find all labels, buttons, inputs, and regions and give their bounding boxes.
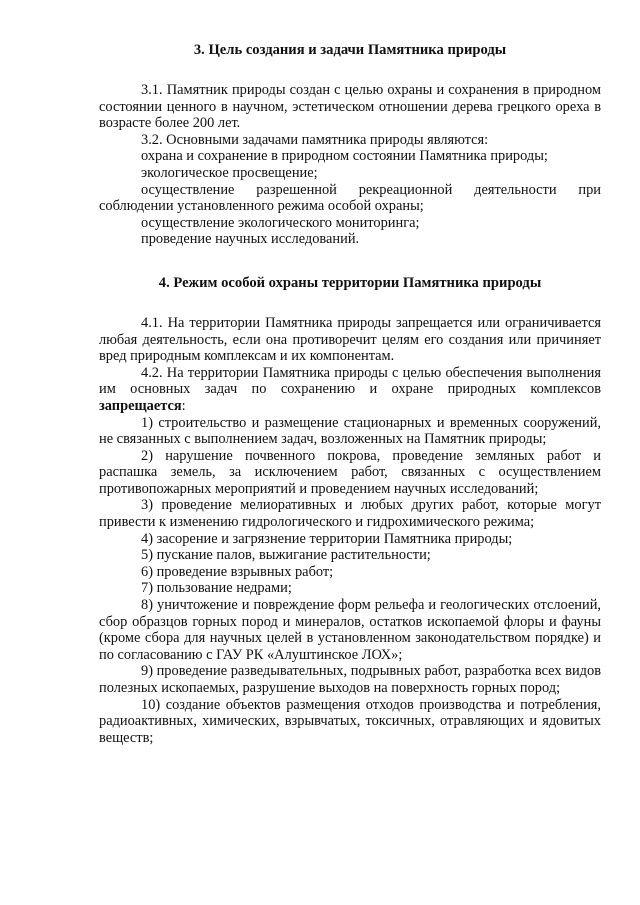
section-4-heading: 4. Режим особой охраны территории Памятника природы xyxy=(158,274,542,291)
prohibition-item: 1) строительство и размещение стационарных и временных сооружений, не связанных с выполнением задач, возложенных на Памятник природы; xyxy=(99,414,601,448)
paragraph-3-2: 3.2. Основными задачами памятника природы являются: xyxy=(141,131,489,148)
task-item: осуществление экологического мониторинга; xyxy=(141,214,420,231)
task-item: проведение научных исследований. xyxy=(141,231,360,248)
paragraph-4-1: 4.1. На территории Памятника природы запрещается или ограничивается любая деятельность, если она противоречит целям его создания или причиняет вред природным комплексам и их компонентам. xyxy=(99,314,601,365)
prohibition-item: 3) проведение мелиоративных и любых других работ, которые могут привести к изменению гидрологического и гидрохимического режима; xyxy=(99,497,601,531)
section-3-heading: 3. Цель создания и задачи Памятника природы xyxy=(193,42,507,58)
paragraph-4-2-colon: : xyxy=(181,397,186,414)
prohibition-item: 7) пользование недрами; xyxy=(141,580,292,597)
task-item: экологическое просвещение; xyxy=(141,164,318,181)
prohibition-item: 5) пускание палов, выжигание растительности; xyxy=(141,547,431,564)
prohibition-item: 8) уничтожение и повреждение форм рельефа и геологических отслоений, сбор образцов горных пород и минералов, остатков ископаемой флоры и фауны (кроме сбора для научных целей в установленном законодательством порядке) и по согласованию с ГАУ РК «Алуштинское ЛОХ»; xyxy=(99,597,601,663)
prohibition-item: 9) проведение разведывательных, подрывных работ, разработка всех видов полезных ископаемых, разрушение выходов на поверхность горных пород; xyxy=(99,663,601,696)
paragraph-4-2-text: 4.2. На территории Памятника природы с целью обеспечения выполнения им основных задач по сохранению и охране природных комплексов xyxy=(99,364,601,398)
task-item: осуществление разрешенной рекреационной деятельности при соблюдении установленного режима особой охраны; xyxy=(99,181,601,215)
document-page xyxy=(99,42,601,746)
prohibition-item: 10) создание объектов размещения отходов производства и потребления, радиоактивных, химических, взрывчатых, токсичных, отравляющих и ядовитых веществ; xyxy=(99,696,601,746)
paragraph-3-1: 3.1. Памятник природы создан с целью охраны и сохранения в природном состоянии ценного в научном, эстетическом отношении дерева грецкого ореха в возрасте более 200 лет. xyxy=(99,82,601,132)
prohibition-item: 2) нарушение почвенного покрова, проведение земляных работ и распашка земель, за исключением работ, связанных с осуществлением противопожарных мероприятий и проведением научных исследований; xyxy=(99,447,601,497)
task-item: охрана и сохранение в природном состоянии Памятника природы; xyxy=(141,148,548,165)
paragraph-4-2-emphasis: запрещается xyxy=(99,397,182,414)
prohibition-item: 6) проведение взрывных работ; xyxy=(141,563,334,580)
prohibition-item: 4) засорение и загрязнение территории Памятника природы; xyxy=(141,530,513,547)
paragraph-4-2 xyxy=(99,365,601,415)
